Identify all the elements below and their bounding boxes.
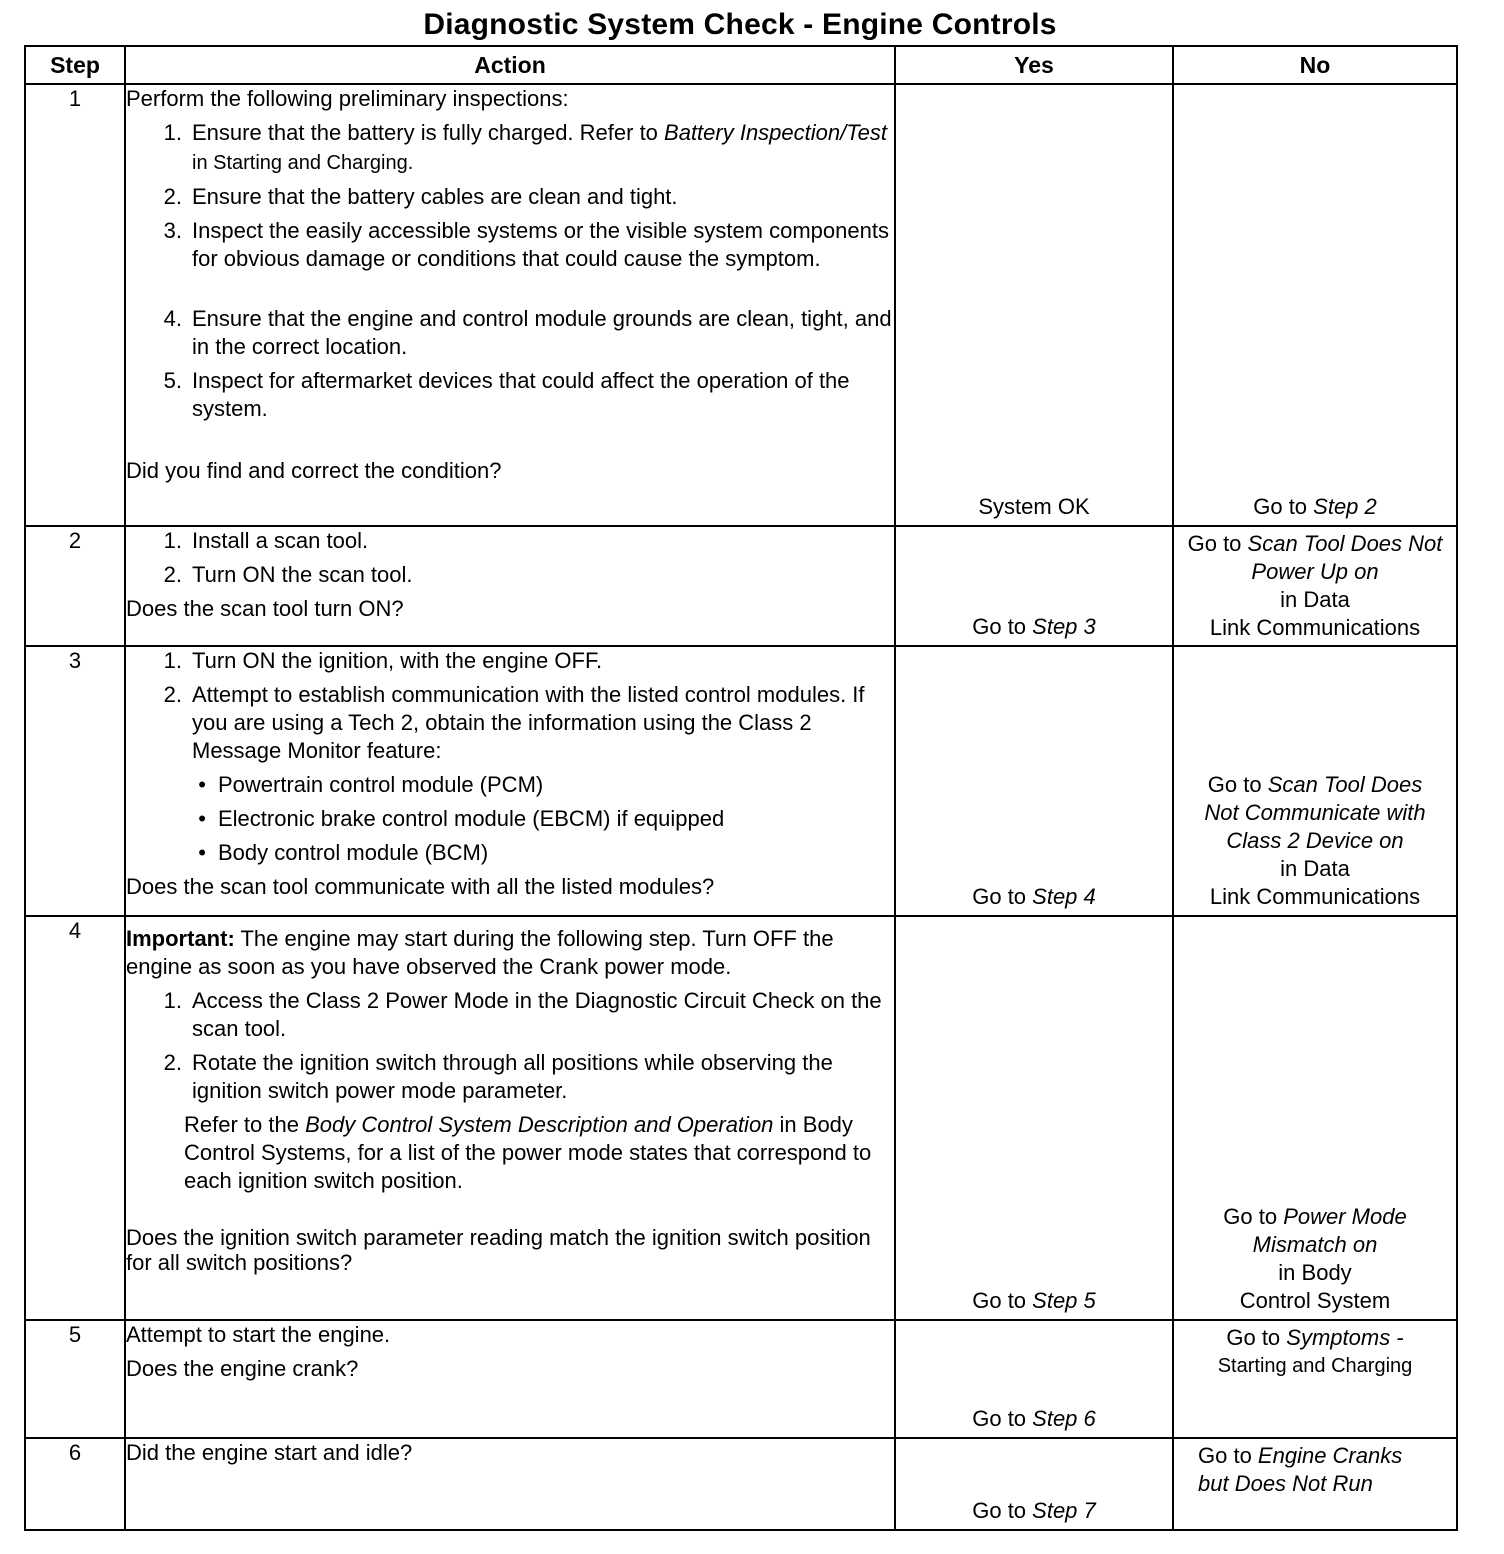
no-result: Go to Step 2 — [1253, 494, 1377, 519]
action-cell — [125, 84, 895, 526]
yes-cell — [895, 1320, 1173, 1438]
step-number: 5 — [25, 1320, 125, 1438]
action-intro: Perform the following preliminary inspections: — [126, 86, 569, 111]
header-action: Action — [125, 46, 895, 84]
table-row — [25, 526, 1457, 646]
doc-reference: Battery Inspection/Test — [664, 120, 888, 145]
action-cell — [125, 1320, 895, 1438]
bullet-item: • Electronic brake control module (EBCM) if equipped — [198, 806, 725, 831]
action-cell — [125, 916, 895, 1320]
action-question: Does the scan tool communicate with all the listed modules? — [126, 874, 715, 899]
step-number: 3 — [25, 646, 125, 916]
table-row — [25, 1320, 1457, 1438]
doc-reference: Scan Tool Does Not Communicate with Class 2 Device on — [1204, 772, 1426, 853]
list-item: 1. Access the Class 2 Power Mode in the Diagnostic Circuit Check on the scan tool. — [163, 988, 882, 1041]
step-link: Step 3 — [1032, 614, 1096, 639]
yes-cell — [895, 1438, 1173, 1530]
yes-cell — [895, 646, 1173, 916]
doc-reference: Body Control System Description and Operation — [305, 1112, 774, 1137]
yes-cell — [895, 84, 1173, 526]
step-link: Step 6 — [1032, 1406, 1096, 1431]
doc-reference: Engine Cranks but Does Not Run — [1198, 1443, 1403, 1496]
action-question: Did you find and correct the condition? — [126, 458, 502, 483]
step-number: 4 — [25, 916, 125, 1320]
yes-cell — [895, 526, 1173, 646]
no-cell — [1173, 84, 1457, 526]
no-result: Go to Engine Cranks but Does Not Run — [1198, 1443, 1403, 1496]
refer-note: Refer to the Body Control System Description and Operation in Body Control Systems, for a list of the power mode states that correspond to each ignition switch position. — [184, 1112, 872, 1193]
step-link: Step 5 — [1032, 1288, 1096, 1313]
step-link: Step 4 — [1032, 884, 1096, 909]
no-result: Go to Scan Tool Does Not Power Up on in Data Link Communications — [1187, 531, 1443, 640]
important-note: Important: The engine may start during the following step. Turn OFF the engine as soon as you have observed the Crank power mode. — [126, 926, 834, 979]
table-row — [25, 916, 1457, 1320]
table-row — [25, 84, 1457, 526]
list-item: 2. Ensure that the battery cables are clean and tight. — [163, 184, 678, 209]
step-number: 6 — [25, 1438, 125, 1530]
action-question: Does the scan tool turn ON? — [126, 596, 404, 621]
action-question: Does the ignition switch parameter reading match the ignition switch position for all switch positions? — [126, 1225, 871, 1275]
doc-reference: Symptoms - — [1286, 1325, 1404, 1350]
list-item: 3. Inspect the easily accessible systems or the visible system components for obvious damage or conditions that could cause the symptom. — [163, 218, 889, 271]
page-title: Diagnostic System Check - Engine Controls — [423, 8, 1057, 41]
step-number: 2 — [25, 526, 125, 646]
bullet-item: • Body control module (BCM) — [198, 840, 489, 865]
list-item: 1. Install a scan tool. — [163, 528, 369, 553]
header-yes: Yes — [895, 46, 1173, 84]
list-item: 2. Attempt to establish communication with the listed control modules. If you are using a Tech 2, obtain the information using the Class 2 Message Monitor feature: — [163, 682, 865, 763]
action-line: Attempt to start the engine. — [126, 1322, 391, 1347]
no-cell — [1173, 646, 1457, 916]
action-question: Does the engine crank? — [126, 1356, 359, 1381]
yes-result: Go to Step 3 — [972, 614, 1096, 639]
list-item: 1. Ensure that the battery is fully charged. Refer to Battery Inspection/Test in Starting and Charging. — [163, 120, 888, 174]
list-item: 4. Ensure that the engine and control module grounds are clean, tight, and in the correct location. — [163, 306, 892, 359]
action-cell — [125, 526, 895, 646]
header-step: Step — [25, 46, 125, 84]
yes-result: Go to Step 4 — [972, 884, 1096, 909]
yes-result: Go to Step 5 — [972, 1288, 1096, 1313]
list-item: 2. Turn ON the scan tool. — [163, 562, 413, 587]
action-question: Did the engine start and idle? — [126, 1440, 413, 1465]
doc-reference: Power Mode Mismatch on — [1252, 1204, 1407, 1257]
list-item: 1. Turn ON the ignition, with the engine OFF. — [163, 648, 603, 673]
action-cell — [125, 646, 895, 916]
no-cell — [1173, 1320, 1457, 1438]
no-cell — [1173, 1438, 1457, 1530]
bullet-item: • Powertrain control module (PCM) — [198, 772, 544, 797]
no-cell — [1173, 916, 1457, 1320]
list-item: 5. Inspect for aftermarket devices that could affect the operation of the system. — [163, 368, 850, 421]
step-link: Step 2 — [1313, 494, 1377, 519]
yes-result: Go to Step 7 — [972, 1498, 1096, 1523]
table-row — [25, 646, 1457, 916]
list-item: 2. Rotate the ignition switch through all positions while observing the ignition switch power mode parameter. — [163, 1050, 833, 1103]
step-number: 1 — [25, 84, 125, 526]
diagnostic-table — [24, 45, 1458, 1531]
yes-cell — [895, 916, 1173, 1320]
header-row — [25, 46, 1457, 84]
step-link: Step 7 — [1032, 1498, 1096, 1523]
no-cell — [1173, 526, 1457, 646]
table-row — [25, 1438, 1457, 1530]
action-cell — [125, 1438, 895, 1530]
header-no: No — [1173, 46, 1457, 84]
doc-reference: Scan Tool Does Not Power Up on — [1247, 531, 1443, 584]
no-result: Go to Power Mode Mismatch on in Body Control System — [1223, 1204, 1407, 1313]
no-result: Go to Symptoms - Starting and Charging — [1217, 1325, 1413, 1377]
yes-result: System OK — [978, 494, 1090, 519]
no-result: Go to Scan Tool Does Not Communicate with Class 2 Device on in Data Link Communications — [1204, 772, 1426, 909]
yes-result: Go to Step 6 — [972, 1406, 1096, 1431]
